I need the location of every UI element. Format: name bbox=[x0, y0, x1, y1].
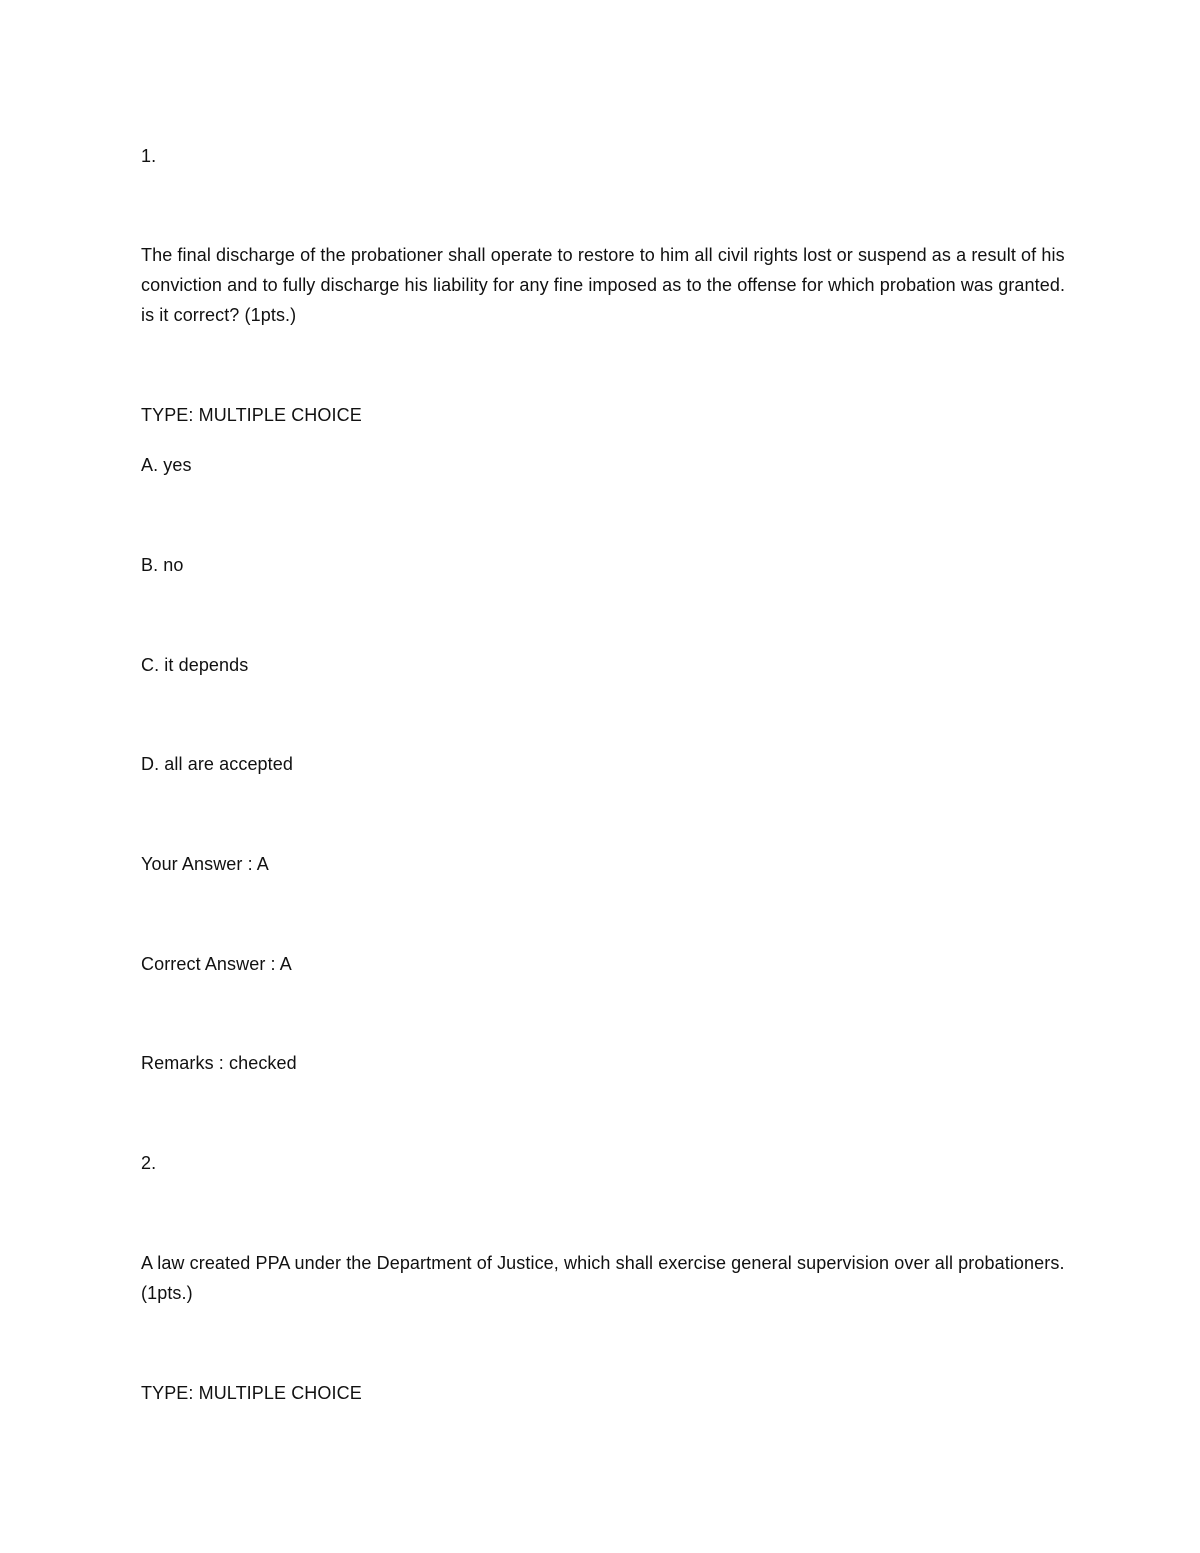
question-2-type: TYPE: MULTIPLE CHOICE bbox=[141, 1383, 362, 1403]
question-1-correct-answer: Correct Answer : A bbox=[141, 954, 292, 974]
question-1-choice-b: B. no bbox=[141, 555, 184, 575]
question-1-text: The final discharge of the probationer shall operate to restore to him all civil rights lost or suspend as a result of his conviction and to fully discharge his liability for any fine imposed as to the offense for which probation was granted. is it correct? (1pts.) bbox=[141, 245, 1066, 325]
question-1-remarks: Remarks : checked bbox=[141, 1053, 297, 1073]
question-1-your-answer: Your Answer : A bbox=[141, 854, 269, 874]
question-2-text: A law created PPA under the Department of Justice, which shall exercise general supervision over all probationers. (1pts.) bbox=[141, 1253, 1065, 1303]
question-1-choice-d: D. all are accepted bbox=[141, 754, 293, 774]
question-1-number: 1. bbox=[141, 146, 157, 166]
question-1-type: TYPE: MULTIPLE CHOICE bbox=[141, 405, 362, 425]
question-1-choice-a: A. yes bbox=[141, 455, 192, 475]
question-1-choice-c: C. it depends bbox=[141, 655, 249, 675]
question-2-number: 2. bbox=[141, 1153, 157, 1173]
